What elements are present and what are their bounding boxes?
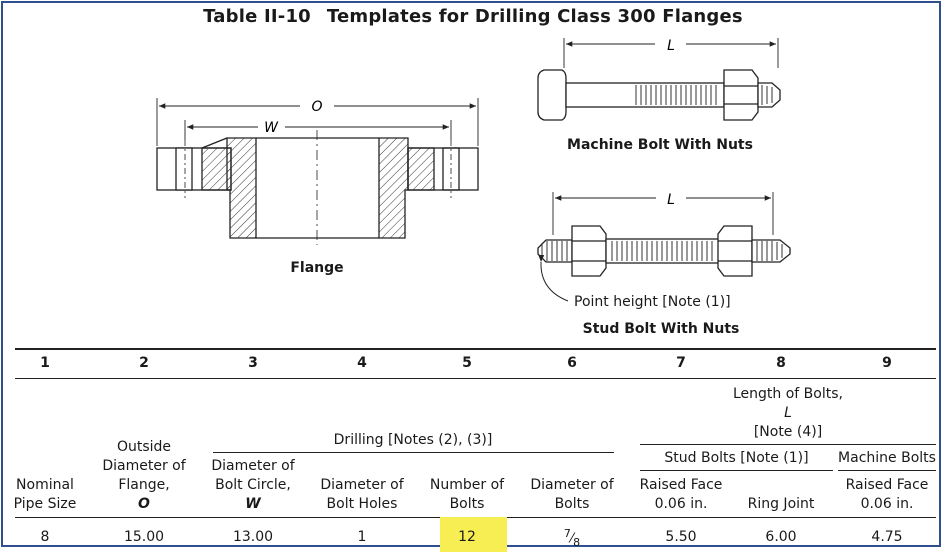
machine-bolt-caption: Machine Bolt With Nuts: [567, 137, 753, 153]
cell-bolt-holes: 1: [357, 529, 367, 545]
col-num-6: 6: [567, 355, 577, 371]
bolt-diameter-numerator: 7: [563, 527, 571, 540]
col-num-5: 5: [462, 355, 472, 371]
length-group-rule: [640, 444, 936, 445]
header-nps-line1: Nominal: [16, 477, 74, 493]
bolt-diameter-fraction: $^7⁄_8$: [563, 527, 581, 549]
header-mrf-line1: Raised Face: [845, 477, 929, 493]
header-nb-line1: Number of: [429, 477, 505, 493]
header-bc-line1: Diameter of: [211, 458, 295, 474]
header-bh-line2: Bolt Holes: [326, 496, 398, 512]
header-nominal-pipe-size: [10, 476, 80, 514]
flange-dim-w: W: [264, 120, 278, 136]
header-db-line1: Diameter of: [530, 477, 614, 493]
drilling-group-header: Drilling [Notes (2), (3)]: [333, 432, 493, 448]
machine-bolts-rule: [838, 470, 936, 471]
stud-bolts-header: Stud Bolts [Note (1)]: [664, 450, 809, 466]
header-bc-symbol: W: [245, 496, 261, 512]
header-od-line3: Flange,: [118, 477, 170, 493]
header-nps-line2: Pipe Size: [13, 496, 77, 512]
header-srf-line2: 0.06 in.: [654, 496, 708, 512]
flange-caption: Flange: [290, 260, 344, 276]
stud-bolt-caption: Stud Bolt With Nuts: [582, 321, 740, 337]
header-bc-line2: Bolt Circle,: [215, 477, 291, 493]
length-note: [Note (4)]: [753, 424, 823, 440]
header-nb-line2: Bolts: [449, 496, 485, 512]
cell-number-of-bolts: 12: [458, 529, 476, 545]
cell-bolt-diameter: [532, 524, 612, 552]
col-num-7: 7: [676, 355, 686, 371]
col-num-8: 8: [776, 355, 786, 371]
header-diameter-of-bolts: [522, 476, 622, 514]
header-ring-joint: Ring Joint: [747, 496, 815, 512]
cell-nps: 8: [40, 529, 50, 545]
length-symbol: L: [784, 405, 792, 421]
stud-bolt-dim-l: L: [667, 192, 675, 208]
cell-outside-diameter: 15.00: [123, 529, 165, 545]
col-num-9: 9: [882, 355, 892, 371]
header-mrf-line2: 0.06 in.: [860, 496, 914, 512]
header-bolt-circle: [203, 457, 303, 514]
stud-bolt-drawing: [538, 192, 790, 276]
header-srf-line1: Raised Face: [639, 477, 723, 493]
point-height-leader: [541, 262, 568, 301]
flange-dim-o: O: [311, 99, 323, 115]
machine-bolt-drawing: [538, 38, 780, 120]
header-od-line2: Diameter of: [102, 458, 186, 474]
col-num-3: 3: [248, 355, 258, 371]
header-od-symbol: O: [138, 496, 150, 512]
cell-stud-ring-joint: 6.00: [765, 529, 797, 545]
header-outside-diameter: [94, 438, 194, 514]
bolt-diameter-denominator: 8: [573, 535, 581, 549]
cell-machine-raised-face: 4.75: [871, 529, 903, 545]
column-number-rule: [15, 378, 936, 379]
machine-bolt-dim-l: L: [667, 38, 675, 54]
length-of-bolts-header: Length of Bolts,: [733, 386, 843, 402]
stud-bolts-rule: [640, 470, 833, 471]
header-od-line1: Outside: [116, 439, 172, 455]
header-bolt-holes: [312, 476, 412, 514]
machine-bolts-header: Machine Bolts: [838, 450, 936, 466]
table-number: Table II-10: [203, 6, 311, 27]
header-bh-line1: Diameter of: [320, 477, 404, 493]
col-num-2: 2: [139, 355, 149, 371]
flange-drawing: [157, 98, 478, 245]
table-top-rule: [15, 348, 936, 350]
col-num-4: 4: [357, 355, 367, 371]
cell-bolt-circle: 13.00: [232, 529, 274, 545]
drilling-group-rule: [213, 452, 614, 453]
header-machine-raised-face: [838, 476, 936, 514]
point-height-label: Point height [Note (1)]: [574, 294, 731, 310]
col-num-1: 1: [40, 355, 50, 371]
header-number-of-bolts: [417, 476, 517, 514]
cell-stud-raised-face: 5.50: [665, 529, 697, 545]
table-title-text: Templates for Drilling Class 300 Flanges: [326, 6, 743, 27]
header-stud-raised-face: [631, 476, 731, 514]
header-db-line2: Bolts: [554, 496, 590, 512]
